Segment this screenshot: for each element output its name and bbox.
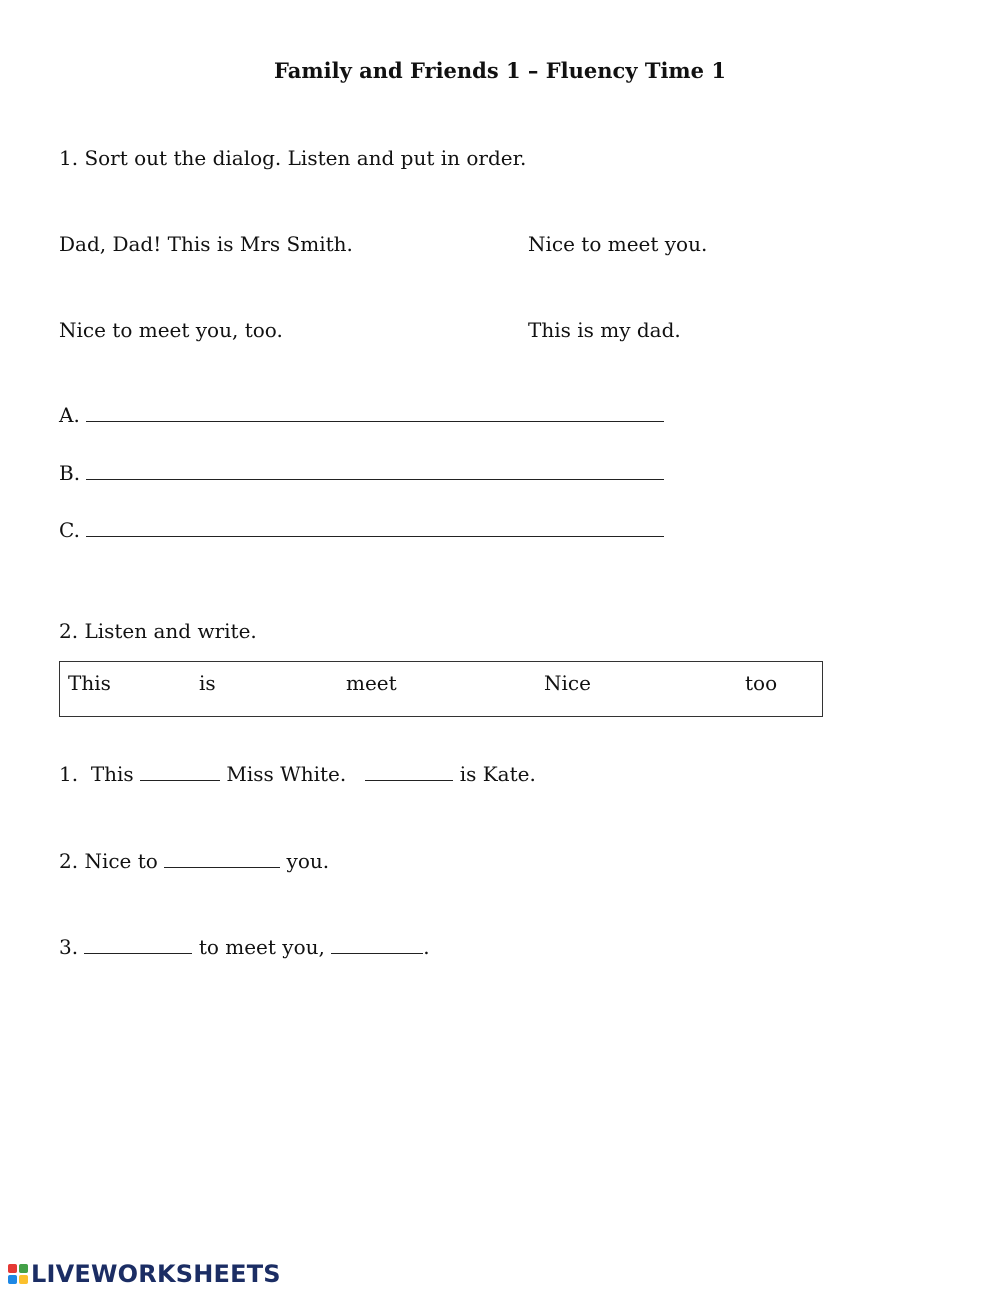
- logo-square: [8, 1275, 17, 1284]
- exercise-2-text-b: you.: [286, 849, 330, 873]
- logo-square: [19, 1264, 28, 1273]
- answer-line-c[interactable]: [86, 518, 664, 537]
- word-bank-item: meet: [346, 671, 397, 695]
- word-bank-item: Nice: [544, 671, 591, 695]
- liveworksheets-logo[interactable]: [8, 1260, 281, 1288]
- logo-text: LIVEWORKSHEETS: [31, 1260, 281, 1288]
- answer-label-c: C.: [59, 518, 80, 542]
- dialog-sentence-3: Nice to meet you, too.: [59, 318, 283, 342]
- exercise-1-text-a: This: [90, 762, 134, 786]
- answer-row-b: [59, 461, 664, 485]
- logo-square: [19, 1275, 28, 1284]
- dialog-sentence-4: This is my dad.: [528, 318, 681, 342]
- logo-mark-icon: [8, 1264, 28, 1284]
- section2-instruction: 2. Listen and write.: [59, 619, 257, 643]
- logo-square: [8, 1264, 17, 1273]
- exercise-2: [59, 849, 329, 873]
- exercise-3-text-c: .: [423, 935, 430, 959]
- answer-row-a: [59, 403, 664, 427]
- answer-label-a: A.: [59, 403, 80, 427]
- answer-label-b: B.: [59, 461, 81, 485]
- page-title: Family and Friends 1 – Fluency Time 1: [274, 58, 726, 83]
- exercise-1-blank-1[interactable]: [140, 762, 220, 781]
- exercise-1-text-b: Miss White.: [226, 762, 347, 786]
- dialog-sentence-2: Nice to meet you.: [528, 232, 708, 256]
- dialog-sentence-1: Dad, Dad! This is Mrs Smith.: [59, 232, 353, 256]
- word-bank-item: too: [745, 671, 778, 695]
- exercise-2-text-a: 2. Nice to: [59, 849, 158, 873]
- section1-instruction: 1. Sort out the dialog. Listen and put in order.: [59, 146, 527, 170]
- exercise-1-blank-2[interactable]: [365, 762, 453, 781]
- answer-row-c: [59, 518, 664, 542]
- exercise-3-text-b: to meet you,: [198, 935, 325, 959]
- exercise-1: [59, 762, 536, 786]
- word-bank-item: This: [68, 671, 111, 695]
- exercise-3-blank-2[interactable]: [331, 935, 423, 954]
- word-bank-item: is: [199, 671, 216, 695]
- exercise-3-blank-1[interactable]: [84, 935, 192, 954]
- exercise-3: [59, 935, 430, 959]
- exercise-3-text-a: 3.: [59, 935, 79, 959]
- answer-line-b[interactable]: [86, 461, 664, 480]
- word-bank: [59, 661, 823, 717]
- exercise-1-text-c: is Kate.: [459, 762, 536, 786]
- exercise-1-number: 1.: [59, 762, 79, 786]
- exercise-2-blank[interactable]: [164, 849, 280, 868]
- answer-line-a[interactable]: [86, 403, 664, 422]
